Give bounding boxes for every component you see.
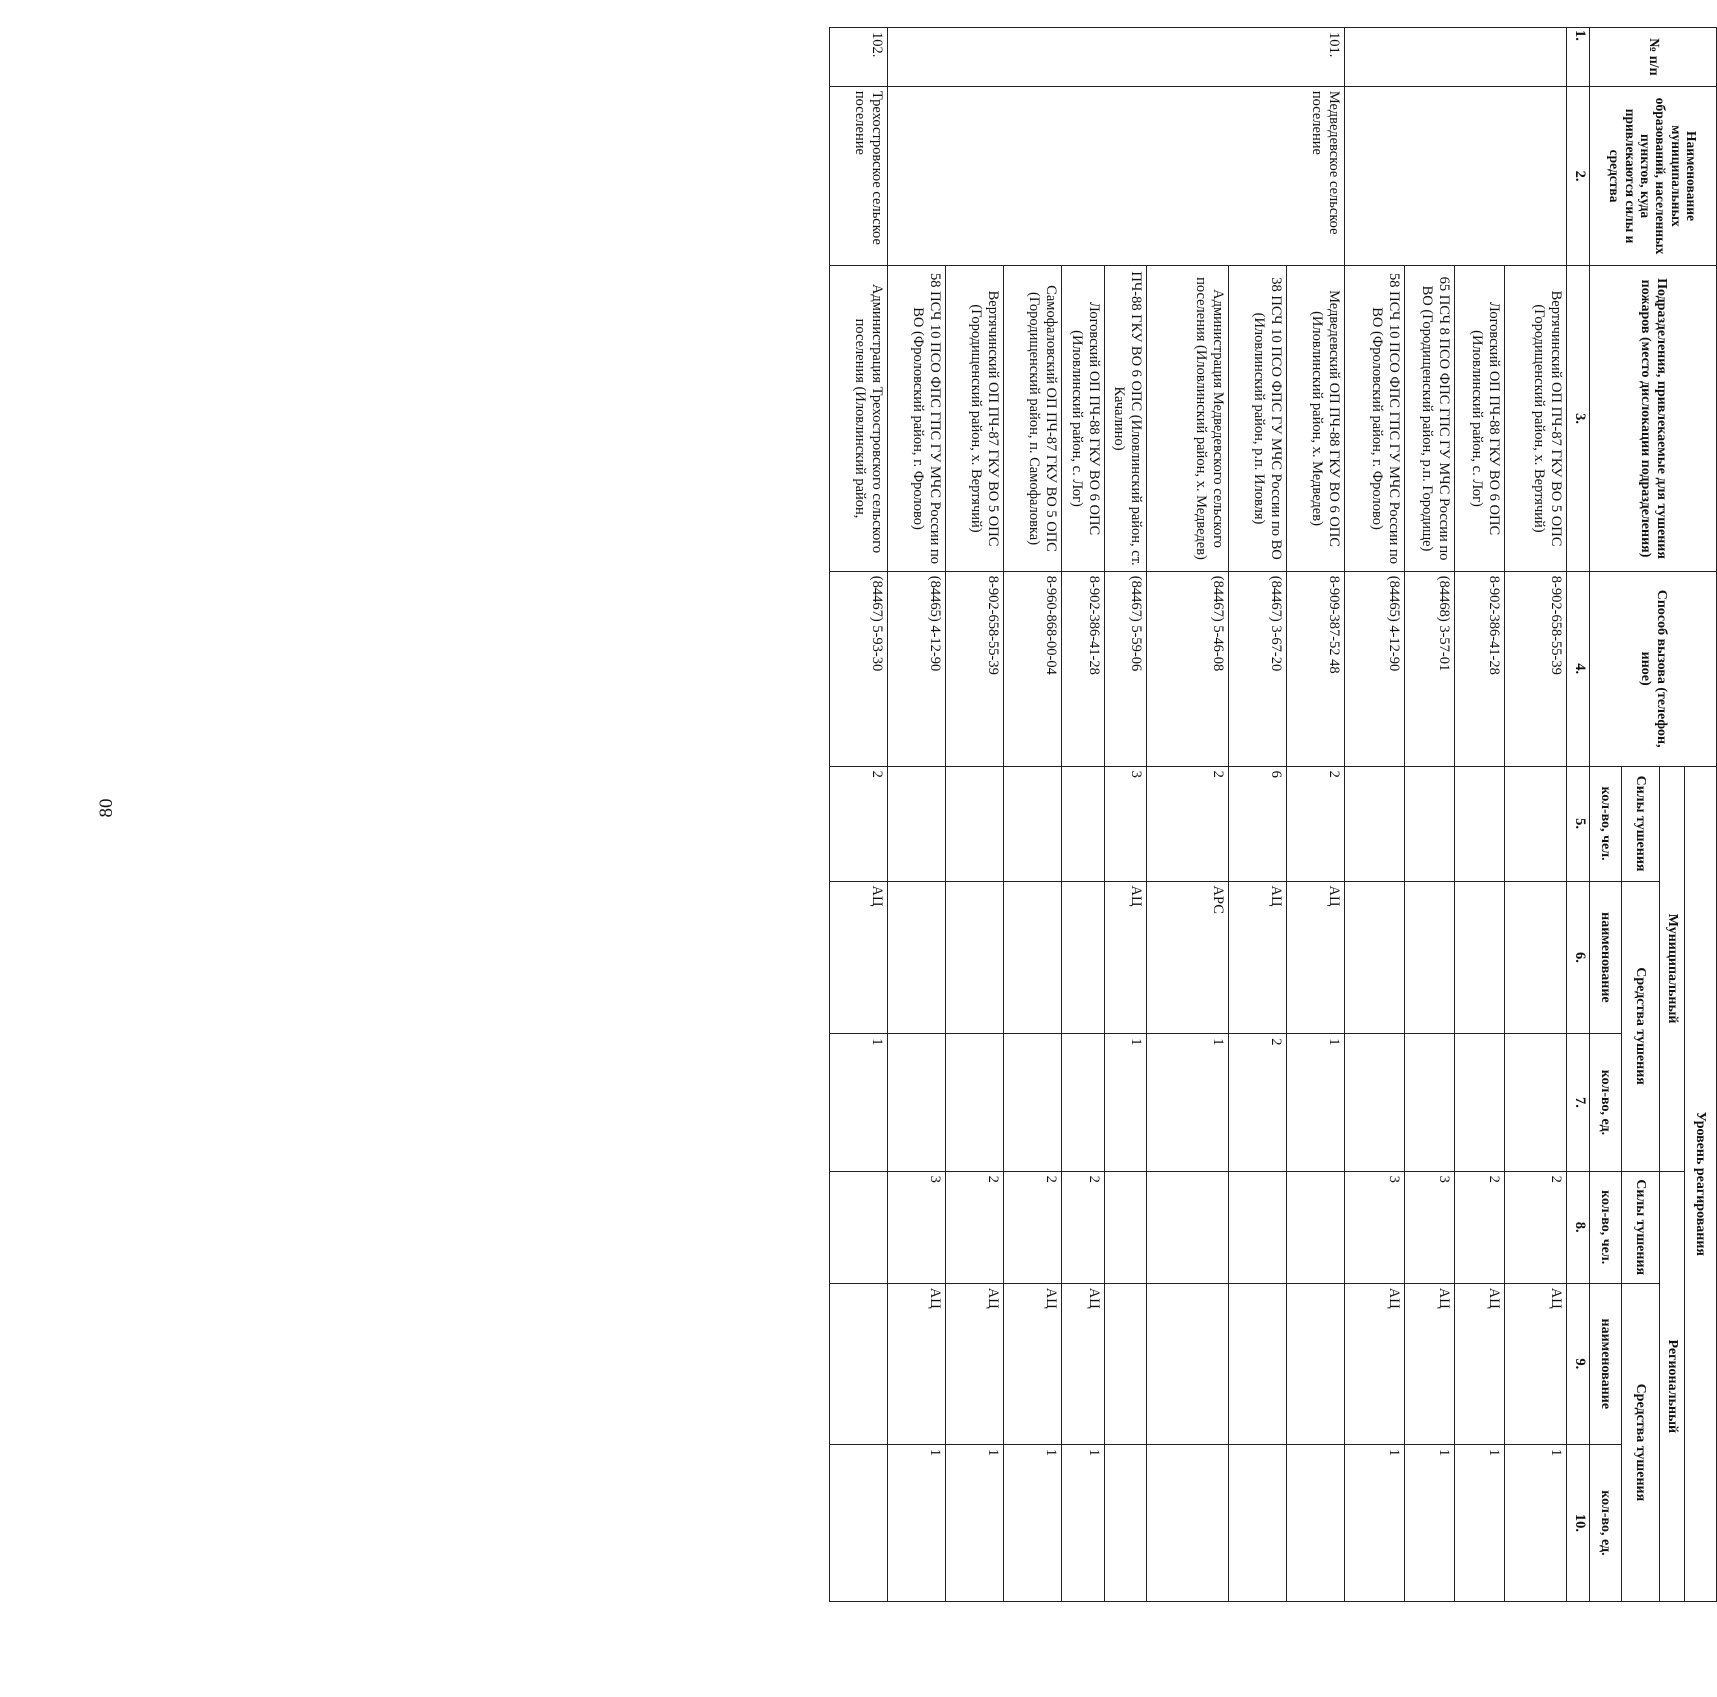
municipal-means-name xyxy=(888,881,946,1034)
municipal-means-count: 1 xyxy=(1105,1034,1147,1171)
municipal-means-name xyxy=(1004,881,1062,1034)
unit-name: Вертячинский ОП ПЧ-87 ГКУ ВО 5 ОПС (Городищенский район, х. Вертячий) xyxy=(946,266,1004,572)
phone: 8-960-868-00-04 xyxy=(1004,571,1062,766)
unit-name: Логовский ОП ПЧ-88 ГКУ ВО 6 ОПС (Иловлинский район, с. Лог) xyxy=(1062,266,1105,572)
regional-means-name: АЦ xyxy=(1062,1283,1105,1444)
municipal-means-name: АЦ xyxy=(1287,881,1345,1034)
regional-means-count: 1 xyxy=(1405,1444,1455,1601)
regional-means-name: АЦ xyxy=(1345,1283,1405,1444)
header-municipal-means: Средства тушения xyxy=(1622,881,1660,1171)
regional-means-name: АЦ xyxy=(1505,1283,1567,1444)
phone: (84465) 4-12-90 xyxy=(888,571,946,766)
regional-means-name xyxy=(1105,1283,1147,1444)
municipal-means-count xyxy=(1455,1034,1505,1171)
municipality-name xyxy=(1345,86,1567,265)
rotated-table-sheet xyxy=(677,27,1717,1602)
phone: (84467) 5-59-06 xyxy=(1105,571,1147,766)
phone: 8-902-658-55-39 xyxy=(1505,571,1567,766)
municipal-means-count: 1 xyxy=(830,1034,888,1171)
municipality-name: Трехостровское сельское поселение xyxy=(830,86,888,265)
phone: (84468) 3-57-01 xyxy=(1405,571,1455,766)
municipal-means-count: 1 xyxy=(1147,1034,1229,1171)
municipal-forces: 2 xyxy=(1147,766,1229,881)
municipal-means-name: АРС xyxy=(1147,881,1229,1034)
header-regional-forces: Силы тушения xyxy=(1622,1171,1660,1283)
regional-forces xyxy=(1287,1171,1345,1283)
column-number: 10. xyxy=(1567,1444,1590,1601)
phone: (84467) 3-67-20 xyxy=(1229,571,1287,766)
phone: 8-902-386-41-28 xyxy=(1455,571,1505,766)
municipal-forces xyxy=(1455,766,1505,881)
regional-means-name: АЦ xyxy=(946,1283,1004,1444)
header-municipal: Муниципальный xyxy=(1660,766,1685,1171)
municipal-means-count: 2 xyxy=(1229,1034,1287,1171)
municipal-forces xyxy=(1062,766,1105,881)
phone: 8-902-386-41-28 xyxy=(1062,571,1105,766)
header-response-level: Уровень реагирования xyxy=(1685,766,1717,1601)
regional-forces: 2 xyxy=(1505,1171,1567,1283)
unit-name: 65 ПСЧ 8 ПСО ФПС ГПС ГУ МЧС России по ВО (Городищенский район, р.п. Городище) xyxy=(1405,266,1455,572)
regional-means-count: 1 xyxy=(946,1444,1004,1601)
municipal-means-count xyxy=(888,1034,946,1171)
municipal-forces: 6 xyxy=(1229,766,1287,881)
municipal-means-name: АЦ xyxy=(1105,881,1147,1034)
municipal-means-name: АЦ xyxy=(830,881,888,1034)
unit-name: ПЧ-88 ГКУ ВО 6 ОПС (Иловлинский район, ст. Качалино) xyxy=(1105,266,1147,572)
header-municipal-count-units: кол-во, ед. xyxy=(1590,1034,1622,1171)
municipal-means-count: 1 xyxy=(1287,1034,1345,1171)
regional-means-count xyxy=(1229,1444,1287,1601)
header-municipal-forces: Силы тушения xyxy=(1622,766,1660,881)
municipal-means-count xyxy=(1004,1034,1062,1171)
regional-means-count: 1 xyxy=(1455,1444,1505,1601)
regional-forces xyxy=(1147,1171,1229,1283)
municipal-forces: 2 xyxy=(830,766,888,881)
regional-forces: 3 xyxy=(1345,1171,1405,1283)
regional-means-name xyxy=(1147,1283,1229,1444)
regional-means-count: 1 xyxy=(1004,1444,1062,1601)
regional-forces: 2 xyxy=(946,1171,1004,1283)
unit-name: 58 ПСЧ 10 ПСО ФПС ГПС ГУ МЧС России по ВО (Фроловский район, г. Фролово) xyxy=(888,266,946,572)
header-call-method: Способ вызова (телефон, иное) xyxy=(1590,571,1717,766)
row-number: 101. xyxy=(888,28,1345,87)
header-municipality: Наименование муниципальных образований, населенных пунктов, куда привлекаются силы и средства xyxy=(1590,86,1717,265)
municipal-means-count xyxy=(1345,1034,1405,1171)
column-number: 5. xyxy=(1567,766,1590,881)
regional-means-name: АЦ xyxy=(1455,1283,1505,1444)
municipal-means-name xyxy=(1505,881,1567,1034)
header-regional-count-units: кол-во, ед. xyxy=(1590,1444,1622,1601)
municipal-forces xyxy=(1004,766,1062,881)
municipal-means-name xyxy=(1455,881,1505,1034)
unit-name: Медведевский ОП ПЧ-88 ГКУ ВО 6 ОПС (Иловлинский район, х. Медведев) xyxy=(1287,266,1345,572)
fire-response-table xyxy=(829,27,1717,1602)
municipal-means-count xyxy=(946,1034,1004,1171)
regional-means-count xyxy=(830,1444,888,1601)
unit-name: Администрация Трехостровского сельского поселения (Иловлинский район, xyxy=(830,266,888,572)
header-regional-name: наименование xyxy=(1590,1283,1622,1444)
header-regional-means: Средства тушения xyxy=(1622,1283,1660,1601)
column-number: 8. xyxy=(1567,1171,1590,1283)
regional-forces: 3 xyxy=(888,1171,946,1283)
column-number-row xyxy=(1567,28,1590,1602)
municipal-means-name xyxy=(1062,881,1105,1034)
unit-name: Самофаловский ОП ПЧ-87 ГКУ ВО 5 ОПС (Городищенский район, п. Самофаловка) xyxy=(1004,266,1062,572)
municipal-forces: 3 xyxy=(1105,766,1147,881)
column-number: 7. xyxy=(1567,1034,1590,1171)
header-regional: Региональный xyxy=(1660,1171,1685,1601)
phone: 8-909-387-52 48 xyxy=(1287,571,1345,766)
municipal-forces xyxy=(888,766,946,881)
column-number: 2. xyxy=(1567,86,1590,265)
regional-means-count xyxy=(1105,1444,1147,1601)
column-number: 9. xyxy=(1567,1283,1590,1444)
regional-means-count: 1 xyxy=(1345,1444,1405,1601)
regional-means-count: 1 xyxy=(1062,1444,1105,1601)
municipal-forces: 2 xyxy=(1287,766,1345,881)
municipal-means-name xyxy=(1345,881,1405,1034)
regional-forces xyxy=(1229,1171,1287,1283)
regional-means-name xyxy=(830,1283,888,1444)
column-number: 1. xyxy=(1567,28,1590,87)
municipal-means-name: АЦ xyxy=(1229,881,1287,1034)
regional-forces: 3 xyxy=(1405,1171,1455,1283)
municipality-name: Медведевское сельское поселение xyxy=(888,86,1345,265)
header-municipal-count-people: кол-во, чел. xyxy=(1590,766,1622,881)
municipal-forces xyxy=(1505,766,1567,881)
regional-means-count: 1 xyxy=(1505,1444,1567,1601)
column-number: 4. xyxy=(1567,571,1590,766)
regional-means-name: АЦ xyxy=(888,1283,946,1444)
phone: 8-902-658-55-39 xyxy=(946,571,1004,766)
phone: (84467) 5-93-30 xyxy=(830,571,888,766)
unit-name: 38 ПСЧ 10 ПСО ФПС ГУ МЧС России по ВО (Иловлинский район, р.п. Иловля) xyxy=(1229,266,1287,572)
regional-forces: 2 xyxy=(1004,1171,1062,1283)
header-unit: Подразделения, привлекаемые для тушения пожаров (место дислокации подразделения) xyxy=(1590,266,1717,572)
regional-forces: 2 xyxy=(1455,1171,1505,1283)
municipal-means-count xyxy=(1505,1034,1567,1171)
municipal-means-name xyxy=(946,881,1004,1034)
regional-means-name xyxy=(1229,1283,1287,1444)
regional-means-count xyxy=(1147,1444,1229,1601)
regional-means-name: АЦ xyxy=(1405,1283,1455,1444)
municipal-forces xyxy=(946,766,1004,881)
header-municipal-name: наименование xyxy=(1590,881,1622,1034)
regional-means-count: 1 xyxy=(888,1444,946,1601)
table-row xyxy=(1287,28,1345,1602)
regional-forces xyxy=(1105,1171,1147,1283)
unit-name: Логовский ОП ПЧ-88 ГКУ ВО 6 ОПС (Иловлинский район, с. Лог) xyxy=(1455,266,1505,572)
municipal-means-count xyxy=(1405,1034,1455,1171)
regional-means-name: АЦ xyxy=(1004,1283,1062,1444)
regional-means-name xyxy=(1287,1283,1345,1444)
regional-means-count xyxy=(1287,1444,1345,1601)
phone: (84465) 4-12-90 xyxy=(1345,571,1405,766)
municipal-forces xyxy=(1345,766,1405,881)
table-row xyxy=(830,28,888,1602)
table-row xyxy=(1505,28,1567,1602)
row-number: 102. xyxy=(830,28,888,87)
regional-forces xyxy=(830,1171,888,1283)
municipal-means-name xyxy=(1405,881,1455,1034)
municipal-means-count xyxy=(1062,1034,1105,1171)
row-number xyxy=(1345,28,1567,87)
header-regional-count-people: кол-во, чел. xyxy=(1590,1171,1622,1283)
column-number: 3. xyxy=(1567,266,1590,572)
header-number: № п/п xyxy=(1590,28,1717,87)
phone: (84467) 5-46-08 xyxy=(1147,571,1229,766)
unit-name: Администрация Медведевского сельского поселения (Иловлинский район, х. Медведев) xyxy=(1147,266,1229,572)
municipal-forces xyxy=(1405,766,1455,881)
column-number: 6. xyxy=(1567,881,1590,1034)
unit-name: Вертячинский ОП ПЧ-87 ГКУ ВО 5 ОПС (Городищенский район, х. Вертячий) xyxy=(1505,266,1567,572)
regional-forces: 2 xyxy=(1062,1171,1105,1283)
page-number: 80 xyxy=(96,798,117,818)
unit-name: 58 ПСЧ 10 ПСО ФПС ГПС ГУ МЧС России по ВО (Фроловский район, г. Фролово) xyxy=(1345,266,1405,572)
